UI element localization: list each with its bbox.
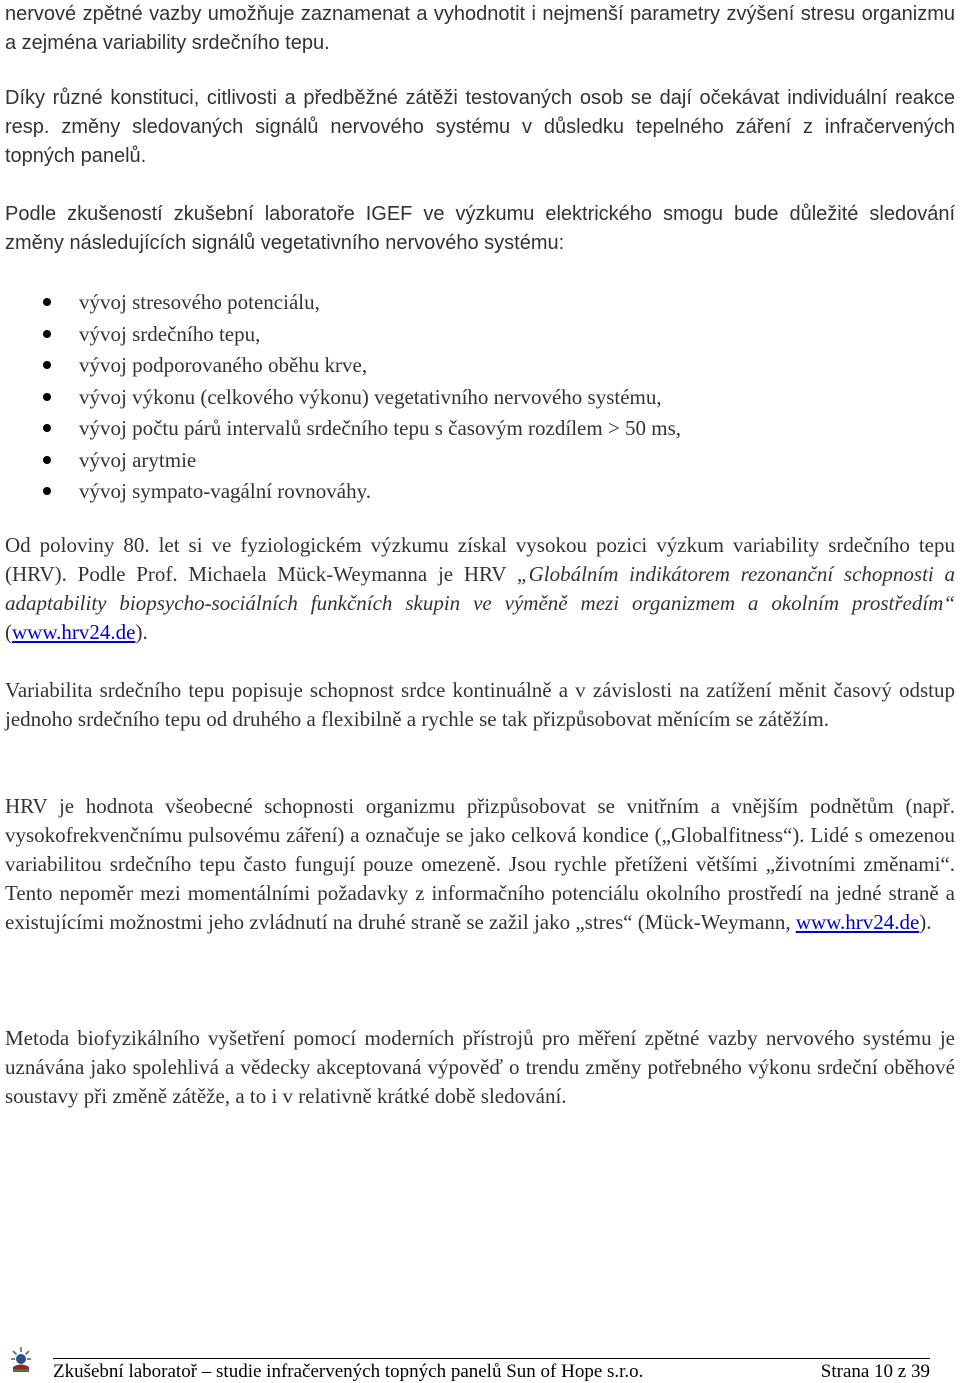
paragraph-5-text: HRV je hodnota všeobecné schopnosti organizmu přizpůsobovat se vnitřním a vnějším podnětům (např. vysokofrekvenčnímu pulsovému záření) a označuje se jako celková kondice („Globalfitness“). Lidé s omezenou variabilitou srdečního tepu často fungují pouze omezeně. Jsou rychle přetíženi většími „životními změnami“. Tento nepoměr mezi momentálními požadavky z informačního potenciálu okolního prostředí na jedné straně a existujícími možnostmi jeho zvládnutí na druhé straně se zažil jako „stres“ (Mück-Weymann, [5,794,955,934]
paragraph-2-text: Podle zkušeností zkušební laboratoře IGEF ve výzkumu elektrického smogu bude důležité sledování změny následujících signálů vegetativního nervového systému: [5,203,955,254]
list-item: vývoj arytmie [5,445,955,477]
paragraph-4-text: Variabilita srdečního tepu popisuje schopnost srdce kontinuálně a v závislosti na zatížení měnit časový odstup jednoho srdečního tepu od druhého a flexibilně a rychle se tak přizpůsobovat měnícím se zátěžím. [5,678,955,731]
hrv24-link-2[interactable]: www.hrv24.de [795,910,920,934]
page-footer [0,1345,960,1383]
paragraph-3-text: Od poloviny 80. let si ve fyziologickém výzkumu získal vysokou pozici výzkum variability srdečního tepu (HRV). Podle Prof. Michaela Mück-Weymanna je HRV [5,533,955,586]
bullet-icon [43,361,51,369]
paragraph-0 [5,0,955,58]
list-item: vývoj sympato-vagální rovnováhy. [5,476,955,508]
bullet-icon [43,298,51,306]
bullet-icon [43,456,51,464]
bullet-icon [43,424,51,432]
hrv24-link[interactable]: www.hrv24.de [12,620,136,644]
paragraph-6 [5,1024,955,1111]
paragraph-4 [5,676,955,734]
list-item: vývoj stresového potenciálu, [5,287,955,319]
bullet-icon [43,393,51,401]
paragraph-3: Od poloviny 80. let si ve fyziologickém výzkumu získal vysokou pozici výzkum variability srdečního tepu (HRV). Podle Prof. Michaela Mück-Weymanna je HRV „Globálním indikátorem rezonanční schopnosti a adaptability biopsycho-sociálních funkčních skupin ve výměně mezi organizmem a okolním prostředím“ (www.hrv24.de). [5,533,956,644]
paragraph-2 [5,200,955,258]
sun-logo-icon [10,1345,32,1373]
paragraph-6-text: Metoda biofyzikálního vyšetření pomocí moderních přístrojů pro měření zpětné vazby nervového systému je uznávána jako spolehlivá a vědecky akceptovaná výpověď o trendu změny potřebného výkonu srdeční oběhové soustavy při změně zátěže, a to i v relativně krátké době sledování. [5,1026,955,1108]
paragraph-5: HRV je hodnota všeobecné schopnosti organizmu přizpůsobovat se vnitřním a vnějším podnětům (např. vysokofrekvenčnímu pulsovému záření) a označuje se jako celková kondice („Globalfitness“). Lidé s omezenou variabilitou srdečního tepu často fungují pouze omezeně. Jsou rychle přetíženi většími „životními změnami“. Tento nepoměr mezi momentálními požadavky z informačního potenciálu okolního prostředí na jedné straně a existujícími možnostmi jeho zvládnutí na druhé straně se zažil jako „stres“ (Mück-Weymann, www.hrv24.de). [5,794,955,934]
list-item: vývoj počtu párů intervalů srdečního tepu s časovým rozdílem > 50 ms, [5,413,955,445]
list-item: vývoj výkonu (celkového výkonu) vegetativního nervového systému, [5,382,955,414]
signal-list [5,287,955,508]
paragraph-1 [5,84,955,171]
list-item: vývoj podporovaného oběhu krve, [5,350,955,382]
footer-title: Zkušební laboratoř – studie infračervených topných panelů Sun of Hope s.r.o. [53,1361,644,1382]
footer-divider [53,1358,930,1359]
list-item: vývoj srdečního tepu, [5,319,955,351]
bullet-icon [43,330,51,338]
hrv-definition-quote: „Globálním indikátorem rezonanční schopnosti a adaptability biopsycho-sociálních funkčních skupin ve výměně mezi organizmem a okolním prostředím“ [5,562,956,615]
paragraph-1-text: Díky různé konstituci, citlivosti a předběžné zátěži testovaných osob se dají očekávat individuální reakce resp. změny sledovaných signálů nervového systému v důsledku tepelného záření z infračervených topných panelů. [5,87,955,167]
page-number: Strana 10 z 39 [820,1361,930,1382]
paragraph-0-text: nervové zpětné vazby umožňuje zaznamenat a vyhodnotit i nejmenší parametry zvýšení stresu organizmu a zejména variability srdečního tepu. [5,3,955,54]
bullet-icon [43,487,51,495]
